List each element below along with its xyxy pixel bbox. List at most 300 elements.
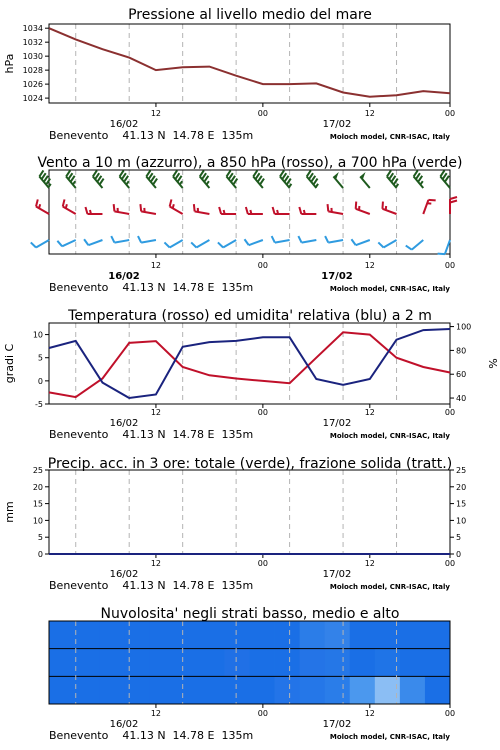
barb-feather: [406, 246, 412, 250]
x-tick-label: 12: [150, 559, 162, 568]
cloud-cell-basso: [74, 676, 99, 704]
barb-feather: [151, 176, 155, 182]
wind-barb: [63, 199, 76, 214]
plot-frame: [49, 24, 450, 103]
x-tick-label: 12: [150, 109, 162, 118]
barb-feather: [311, 176, 315, 182]
barb-feather: [202, 173, 206, 179]
cloud-cell-medio: [350, 649, 375, 677]
barb-shaft: [63, 207, 76, 215]
chart-title: Vento a 10 m (azzurro), a 850 hPa (rosso), a 700 hPa (verde): [37, 155, 463, 171]
wind-barb: [93, 170, 104, 188]
barb-feather: [414, 170, 418, 176]
y2-tick-label: 60: [456, 370, 467, 380]
barb-half-feather: [39, 204, 40, 208]
x-date-label: 16/02: [108, 271, 140, 282]
y2-tick-label: 15: [456, 499, 467, 509]
location-label: Benevento 41.13 N 14.78 E 135m: [49, 129, 254, 142]
cloud-cell-medio: [275, 649, 300, 677]
x-tick-label: 00: [444, 109, 456, 118]
barb-feather: [194, 204, 195, 211]
barb-shaft: [249, 240, 263, 245]
barb-feather: [258, 176, 262, 182]
cloud-cell-basso: [199, 676, 224, 704]
barb-feather: [124, 176, 128, 182]
cloud-cell-medio: [99, 649, 124, 677]
barb-feather: [298, 236, 301, 243]
barb-feather: [313, 179, 317, 185]
barb-shaft: [141, 211, 156, 214]
barb-shaft: [114, 211, 129, 214]
barb-feather: [450, 201, 457, 203]
y-tick-label: 10: [32, 330, 43, 340]
y-tick-label: 10: [32, 516, 43, 526]
cloud-cell-alto: [49, 621, 74, 649]
cloud-cell-basso: [325, 676, 350, 704]
cloud-cell-basso: [49, 676, 74, 704]
x-tick-label: 00: [257, 709, 268, 718]
barb-feather: [218, 242, 223, 247]
barb-feather: [191, 242, 196, 247]
wind-barb: [164, 240, 182, 248]
cloud-cell-alto: [400, 621, 425, 649]
barb-feather: [351, 239, 355, 245]
barb-feather: [31, 242, 36, 247]
wind-barb: [57, 240, 75, 246]
barb-half-feather: [250, 210, 251, 214]
barb-half-feather: [126, 181, 128, 184]
barb-feather: [255, 173, 259, 179]
cloud-cell-alto: [74, 621, 99, 649]
barb-feather: [287, 179, 291, 185]
cloud-cell-medio: [149, 649, 174, 677]
cloud-cell-medio: [124, 649, 149, 677]
wind-barb: [194, 204, 210, 214]
barb-feather: [356, 202, 357, 209]
barb-feather: [438, 254, 445, 255]
cloud-cell-alto: [224, 621, 249, 649]
cloud-cell-alto: [275, 621, 300, 649]
y2-tick-label: 40: [456, 394, 467, 404]
x-tick-label: 12: [364, 559, 375, 568]
barb-feather: [244, 239, 248, 245]
y-tick-label: 0: [37, 376, 43, 386]
barb-feather: [428, 200, 435, 201]
x-tick-label: 00: [257, 408, 268, 417]
wind-barb: [114, 204, 130, 214]
y-tick-label: 5: [37, 533, 43, 543]
barb-feather: [272, 236, 275, 243]
barb-shaft: [62, 240, 76, 246]
panel-precipitation: [3, 456, 466, 592]
barb-feather: [39, 170, 43, 176]
barb-feather: [394, 179, 398, 185]
barb-feather: [389, 173, 393, 179]
barb-feather: [440, 170, 444, 176]
wind-level-0: [39, 170, 450, 188]
wind-barb: [146, 170, 157, 188]
wind-barb: [307, 170, 318, 188]
barb-feather: [443, 173, 447, 179]
barb-shaft: [170, 240, 183, 248]
wind-barb: [351, 239, 369, 245]
barb-feather: [253, 170, 257, 176]
barb-feather: [42, 173, 46, 179]
credit-label: Moloch model, CNR-ISAC, Italy: [329, 432, 450, 440]
credit-label: Moloch model, CNR-ISAC, Italy: [329, 133, 450, 141]
barb-feather: [307, 170, 311, 176]
wind-barb: [253, 170, 264, 188]
x-tick-label: 00: [257, 261, 268, 270]
cloud-cell-basso: [300, 676, 325, 704]
cloud-cell-basso: [124, 676, 149, 704]
barb-feather: [63, 199, 65, 206]
panel-wind: [31, 155, 463, 294]
barb-shaft: [384, 240, 397, 248]
barb-shaft: [328, 240, 343, 243]
barb-feather: [178, 176, 182, 182]
wind-barb: [360, 172, 370, 188]
y2-tick-label: 20: [456, 482, 467, 492]
chart-title: Nuvolosita' negli strati basso, medio e alto: [100, 606, 400, 622]
barb-feather: [260, 179, 264, 185]
barb-feather: [170, 199, 172, 206]
barb-feather: [111, 236, 114, 243]
y-axis-title: gradi C: [3, 343, 16, 384]
barb-feather: [140, 204, 141, 211]
barb-feather: [153, 179, 157, 185]
barb-feather: [175, 173, 179, 179]
x-tick-label: 00: [444, 408, 456, 417]
y2-tick-label: 80: [456, 346, 467, 356]
cloud-cell-alto: [350, 621, 375, 649]
panel-cloudiness: [49, 606, 455, 742]
barb-feather: [44, 176, 48, 182]
x-date-label: 17/02: [322, 569, 352, 580]
barb-feather: [273, 207, 275, 214]
wind-barb: [111, 236, 129, 243]
y-tick-label: 1028: [22, 66, 43, 76]
wind-barb: [31, 240, 49, 248]
location-label: Benevento 41.13 N 14.78 E 135m: [49, 281, 254, 294]
x-tick-label: 00: [444, 709, 456, 718]
barb-shaft: [333, 177, 343, 188]
cloud-cell-medio: [224, 649, 249, 677]
barb-half-feather: [173, 204, 174, 208]
cloud-cell-basso: [400, 676, 425, 704]
plot-frame: [49, 323, 450, 404]
y-axis-title: hPa: [3, 53, 16, 74]
barb-feather: [325, 236, 328, 243]
cloud-cell-alto: [149, 621, 174, 649]
cloud-cell-medio: [250, 649, 275, 677]
cloud-cell-alto: [174, 621, 199, 649]
barb-feather: [450, 197, 457, 199]
x-date-label: 16/02: [109, 719, 139, 730]
barb-shaft: [36, 207, 49, 215]
barb-feather: [57, 241, 62, 246]
wind-barb: [170, 199, 183, 214]
wind-barb: [244, 239, 262, 245]
barb-shaft: [275, 240, 290, 243]
credit-label: Moloch model, CNR-ISAC, Italy: [329, 285, 450, 293]
location-label: Benevento 41.13 N 14.78 E 135m: [49, 428, 254, 441]
barb-feather: [93, 170, 97, 176]
wind-level-2: [31, 236, 450, 254]
wind-barb: [191, 240, 209, 248]
x-tick-label: 12: [364, 261, 375, 270]
barb-shaft: [170, 207, 183, 215]
barb-shaft: [196, 240, 209, 248]
barb-shaft: [328, 211, 343, 214]
chart-title: Precip. acc. in 3 ore: totale (verde), frazione solida (tratt.): [47, 456, 453, 472]
cloud-cell-alto: [425, 621, 450, 649]
wind-barb: [414, 170, 424, 188]
x-tick-label: 12: [150, 408, 162, 417]
x-date-label: 17/02: [322, 119, 352, 130]
barb-half-feather: [277, 210, 278, 214]
barb-shaft: [445, 240, 450, 254]
barb-feather: [200, 170, 204, 176]
cloud-cell-alto: [124, 621, 149, 649]
barb-feather: [100, 179, 104, 185]
cloud-cell-basso: [275, 676, 300, 704]
x-date-label: 17/02: [322, 719, 352, 730]
wind-barb: [450, 197, 457, 214]
wind-barb: [246, 207, 263, 214]
wind-barb: [85, 207, 102, 214]
x-tick-label: 00: [257, 109, 268, 118]
barb-feather: [282, 173, 286, 179]
barb-feather: [114, 204, 115, 211]
barb-feather: [173, 170, 177, 176]
cloud-cell-basso: [224, 676, 249, 704]
barb-feather: [164, 242, 169, 247]
barb-feather: [71, 176, 75, 182]
barb-half-feather: [224, 210, 225, 214]
barb-shaft: [302, 240, 317, 243]
plot-frame: [49, 470, 450, 554]
x-tick-label: 00: [257, 559, 268, 568]
wind-barb: [120, 170, 130, 188]
barb-feather: [85, 207, 87, 214]
x-date-label: 16/02: [109, 569, 139, 580]
y-tick-label: 0: [37, 550, 43, 559]
barb-feather: [36, 199, 38, 206]
humidity-series: [49, 329, 450, 398]
y-tick-label: 1024: [22, 94, 43, 104]
wind-barb: [66, 170, 76, 188]
y2-tick-label: 25: [456, 466, 467, 475]
wind-barb: [218, 240, 236, 248]
barb-feather: [418, 176, 422, 182]
x-date-label: 16/02: [109, 119, 139, 130]
barb-shaft: [223, 240, 236, 248]
barb-feather: [445, 176, 449, 182]
barb-shaft: [195, 211, 210, 214]
barb-feather: [284, 176, 288, 182]
cloud-cell-basso: [174, 676, 199, 704]
y2-axis-title: %: [486, 358, 499, 369]
credit-label: Moloch model, CNR-ISAC, Italy: [329, 583, 450, 591]
wind-barb: [173, 170, 183, 188]
barb-shaft: [382, 209, 396, 214]
barb-shaft: [423, 200, 428, 214]
cloud-cell-medio: [74, 649, 99, 677]
barb-feather: [229, 173, 233, 179]
cloud-cell-alto: [199, 621, 224, 649]
wind-barb: [333, 172, 343, 188]
wind-barb: [440, 170, 450, 188]
wind-barb: [382, 202, 396, 214]
barb-feather: [416, 173, 420, 179]
barb-feather: [84, 239, 88, 245]
cloud-cell-alto: [99, 621, 124, 649]
wind-barb: [36, 199, 49, 214]
barb-feather: [231, 176, 235, 182]
y-tick-label: 5: [37, 353, 43, 363]
wind-barb: [273, 207, 290, 214]
x-tick-label: 12: [364, 109, 375, 118]
x-tick-label: 12: [364, 709, 375, 718]
barb-feather: [299, 207, 301, 214]
wind-barb: [438, 240, 450, 254]
wind-barb: [299, 207, 316, 214]
barb-feather: [146, 170, 150, 176]
barb-feather: [378, 242, 383, 247]
barb-half-feather: [420, 181, 422, 184]
cloud-cell-alto: [300, 621, 325, 649]
barb-shaft: [88, 240, 102, 245]
credit-label: Moloch model, CNR-ISAC, Italy: [329, 733, 450, 741]
barb-feather: [68, 173, 72, 179]
cloud-cell-alto: [325, 621, 350, 649]
cloud-cell-basso: [425, 676, 450, 704]
x-date-label: 16/02: [109, 418, 139, 429]
barb-feather: [280, 170, 284, 176]
barb-half-feather: [180, 181, 182, 184]
x-tick-label: 00: [444, 261, 456, 270]
location-label: Benevento 41.13 N 14.78 E 135m: [49, 579, 254, 592]
wind-barb: [423, 200, 435, 214]
barb-shaft: [356, 209, 370, 214]
barb-feather: [95, 173, 99, 179]
cloud-cell-medio: [199, 649, 224, 677]
pressure-series: [49, 28, 450, 97]
barb-feather: [382, 202, 383, 209]
cloud-cell-basso: [99, 676, 124, 704]
cloud-cell-basso: [149, 676, 174, 704]
y-axis-title: mm: [3, 501, 16, 523]
cloud-cell-medio: [300, 649, 325, 677]
barb-feather: [246, 207, 248, 214]
barb-shaft: [412, 240, 423, 250]
location-label: Benevento 41.13 N 14.78 E 135m: [49, 729, 254, 742]
barb-shaft: [356, 240, 370, 245]
chart-title: Pressione al livello medio del mare: [128, 7, 372, 23]
barb-feather: [97, 176, 101, 182]
barb-feather: [122, 173, 126, 179]
barb-half-feather: [90, 210, 91, 214]
panel-temperature-humidity: [3, 308, 499, 441]
barb-shaft: [114, 240, 129, 243]
cloud-cell-basso: [375, 676, 400, 704]
cloud-cell-basso: [350, 676, 375, 704]
barb-feather: [233, 179, 237, 185]
y-tick-label: -5: [35, 400, 43, 409]
wind-barb: [325, 236, 343, 243]
barb-feather: [149, 173, 153, 179]
y2-tick-label: 100: [456, 322, 472, 332]
x-date-label: 17/02: [322, 418, 352, 429]
barb-feather: [226, 170, 230, 176]
y-tick-label: 15: [32, 499, 43, 509]
x-tick-label: 12: [150, 709, 162, 718]
x-tick-label: 12: [364, 408, 375, 417]
wind-barb: [200, 170, 210, 188]
y2-tick-label: 0: [456, 550, 462, 559]
barb-feather: [66, 170, 70, 176]
barb-half-feather: [289, 184, 291, 187]
barb-half-feather: [304, 210, 305, 214]
wind-barb: [84, 239, 102, 245]
wind-barb: [138, 236, 156, 243]
wind-barb: [406, 240, 424, 250]
barb-half-feather: [66, 204, 67, 208]
barb-feather: [391, 176, 395, 182]
wind-barb: [378, 240, 396, 248]
cloud-cell-alto: [250, 621, 275, 649]
cloud-cell-basso: [250, 676, 275, 704]
wind-level-1: [36, 197, 457, 214]
barb-shaft: [360, 177, 370, 188]
y-tick-label: 1030: [22, 52, 43, 62]
cloud-cell-medio: [400, 649, 425, 677]
x-date-label: 17/02: [321, 271, 353, 282]
barb-feather: [328, 204, 329, 211]
cloud-cell-medio: [425, 649, 450, 677]
wind-barb: [140, 204, 156, 214]
cloud-cell-medio: [325, 649, 350, 677]
barb-half-feather: [316, 184, 318, 187]
barb-half-feather: [396, 184, 398, 187]
barb-feather: [219, 207, 221, 214]
barb-feather: [46, 179, 50, 185]
wind-barb: [356, 202, 370, 214]
y-tick-label: 1034: [22, 24, 43, 34]
wind-barb: [298, 236, 316, 243]
barb-feather: [204, 176, 208, 182]
y-tick-label: 1026: [22, 80, 43, 90]
y-tick-label: 20: [32, 482, 43, 492]
barb-feather: [387, 170, 391, 176]
x-tick-label: 00: [444, 559, 456, 568]
barb-feather: [138, 236, 141, 243]
panel-pressure: [3, 7, 455, 142]
y2-tick-label: 10: [456, 516, 467, 526]
chart-title: Temperatura (rosso) ed umidita' relativa (blu) a 2 m: [68, 308, 432, 324]
cloud-heatmap: [49, 621, 450, 704]
wind-barb: [272, 236, 290, 243]
barb-half-feather: [73, 181, 75, 184]
barb-shaft: [36, 240, 49, 248]
barb-feather: [120, 170, 124, 176]
barb-feather: [309, 173, 313, 179]
wind-barb: [328, 204, 344, 214]
wind-barb: [219, 207, 236, 214]
x-tick-label: 12: [150, 261, 162, 270]
cloud-cell-medio: [174, 649, 199, 677]
